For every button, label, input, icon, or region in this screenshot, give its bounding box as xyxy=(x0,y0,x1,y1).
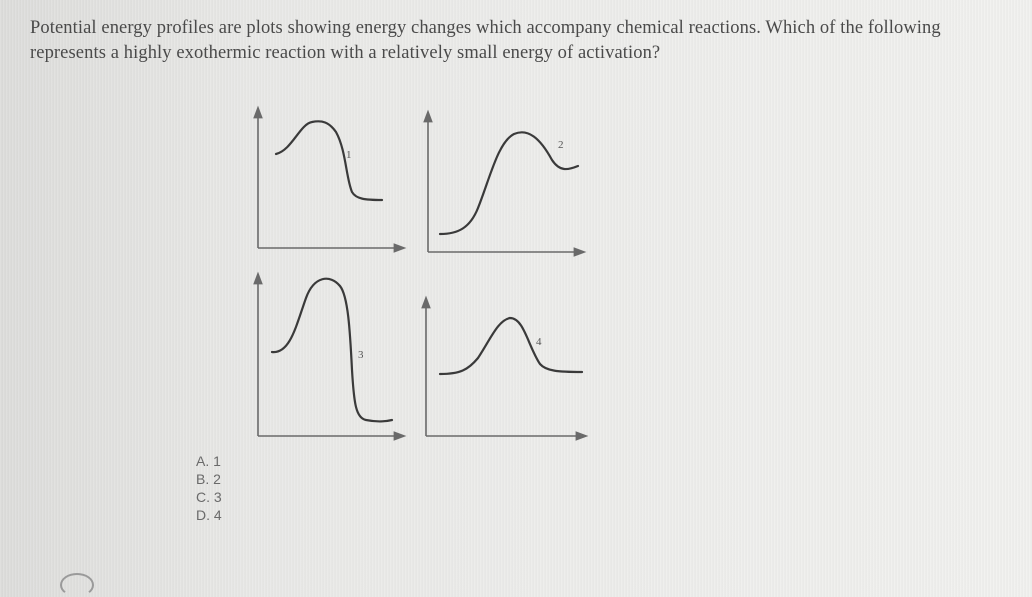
profile-1-plot xyxy=(258,112,400,248)
profile-3-curve xyxy=(272,279,392,422)
option-d-letter: D. xyxy=(196,507,210,523)
answer-options xyxy=(196,452,222,524)
option-b-letter: B. xyxy=(196,471,210,487)
option-c-value: 3 xyxy=(213,489,222,505)
option-a-value: 1 xyxy=(213,453,221,469)
question-text: Potential energy profiles are plots showing energy changes which accompany chemical reactions. Which of the following represents a highly exothermic reaction with a relatively small energy of activation? xyxy=(30,18,941,63)
profile-1-label: 1 xyxy=(346,149,352,161)
option-c-letter: C. xyxy=(196,489,210,505)
profile-2-plot xyxy=(428,116,580,252)
radio-button-partial-icon xyxy=(60,573,94,597)
profile-3-label: 3 xyxy=(358,349,364,361)
option-a[interactable] xyxy=(196,452,222,470)
profile-4-label: 4 xyxy=(536,336,542,348)
profile-1-curve xyxy=(276,121,382,200)
option-d[interactable] xyxy=(196,506,222,524)
option-c[interactable] xyxy=(196,488,222,506)
profile-2-label: 2 xyxy=(558,139,564,151)
profile-4-plot xyxy=(426,302,582,436)
profile-4-curve xyxy=(440,318,582,374)
option-b[interactable] xyxy=(196,470,222,488)
option-d-value: 4 xyxy=(213,507,222,523)
option-a-letter: A. xyxy=(196,453,210,469)
profile-3-plot xyxy=(258,278,400,436)
option-b-value: 2 xyxy=(213,471,221,487)
